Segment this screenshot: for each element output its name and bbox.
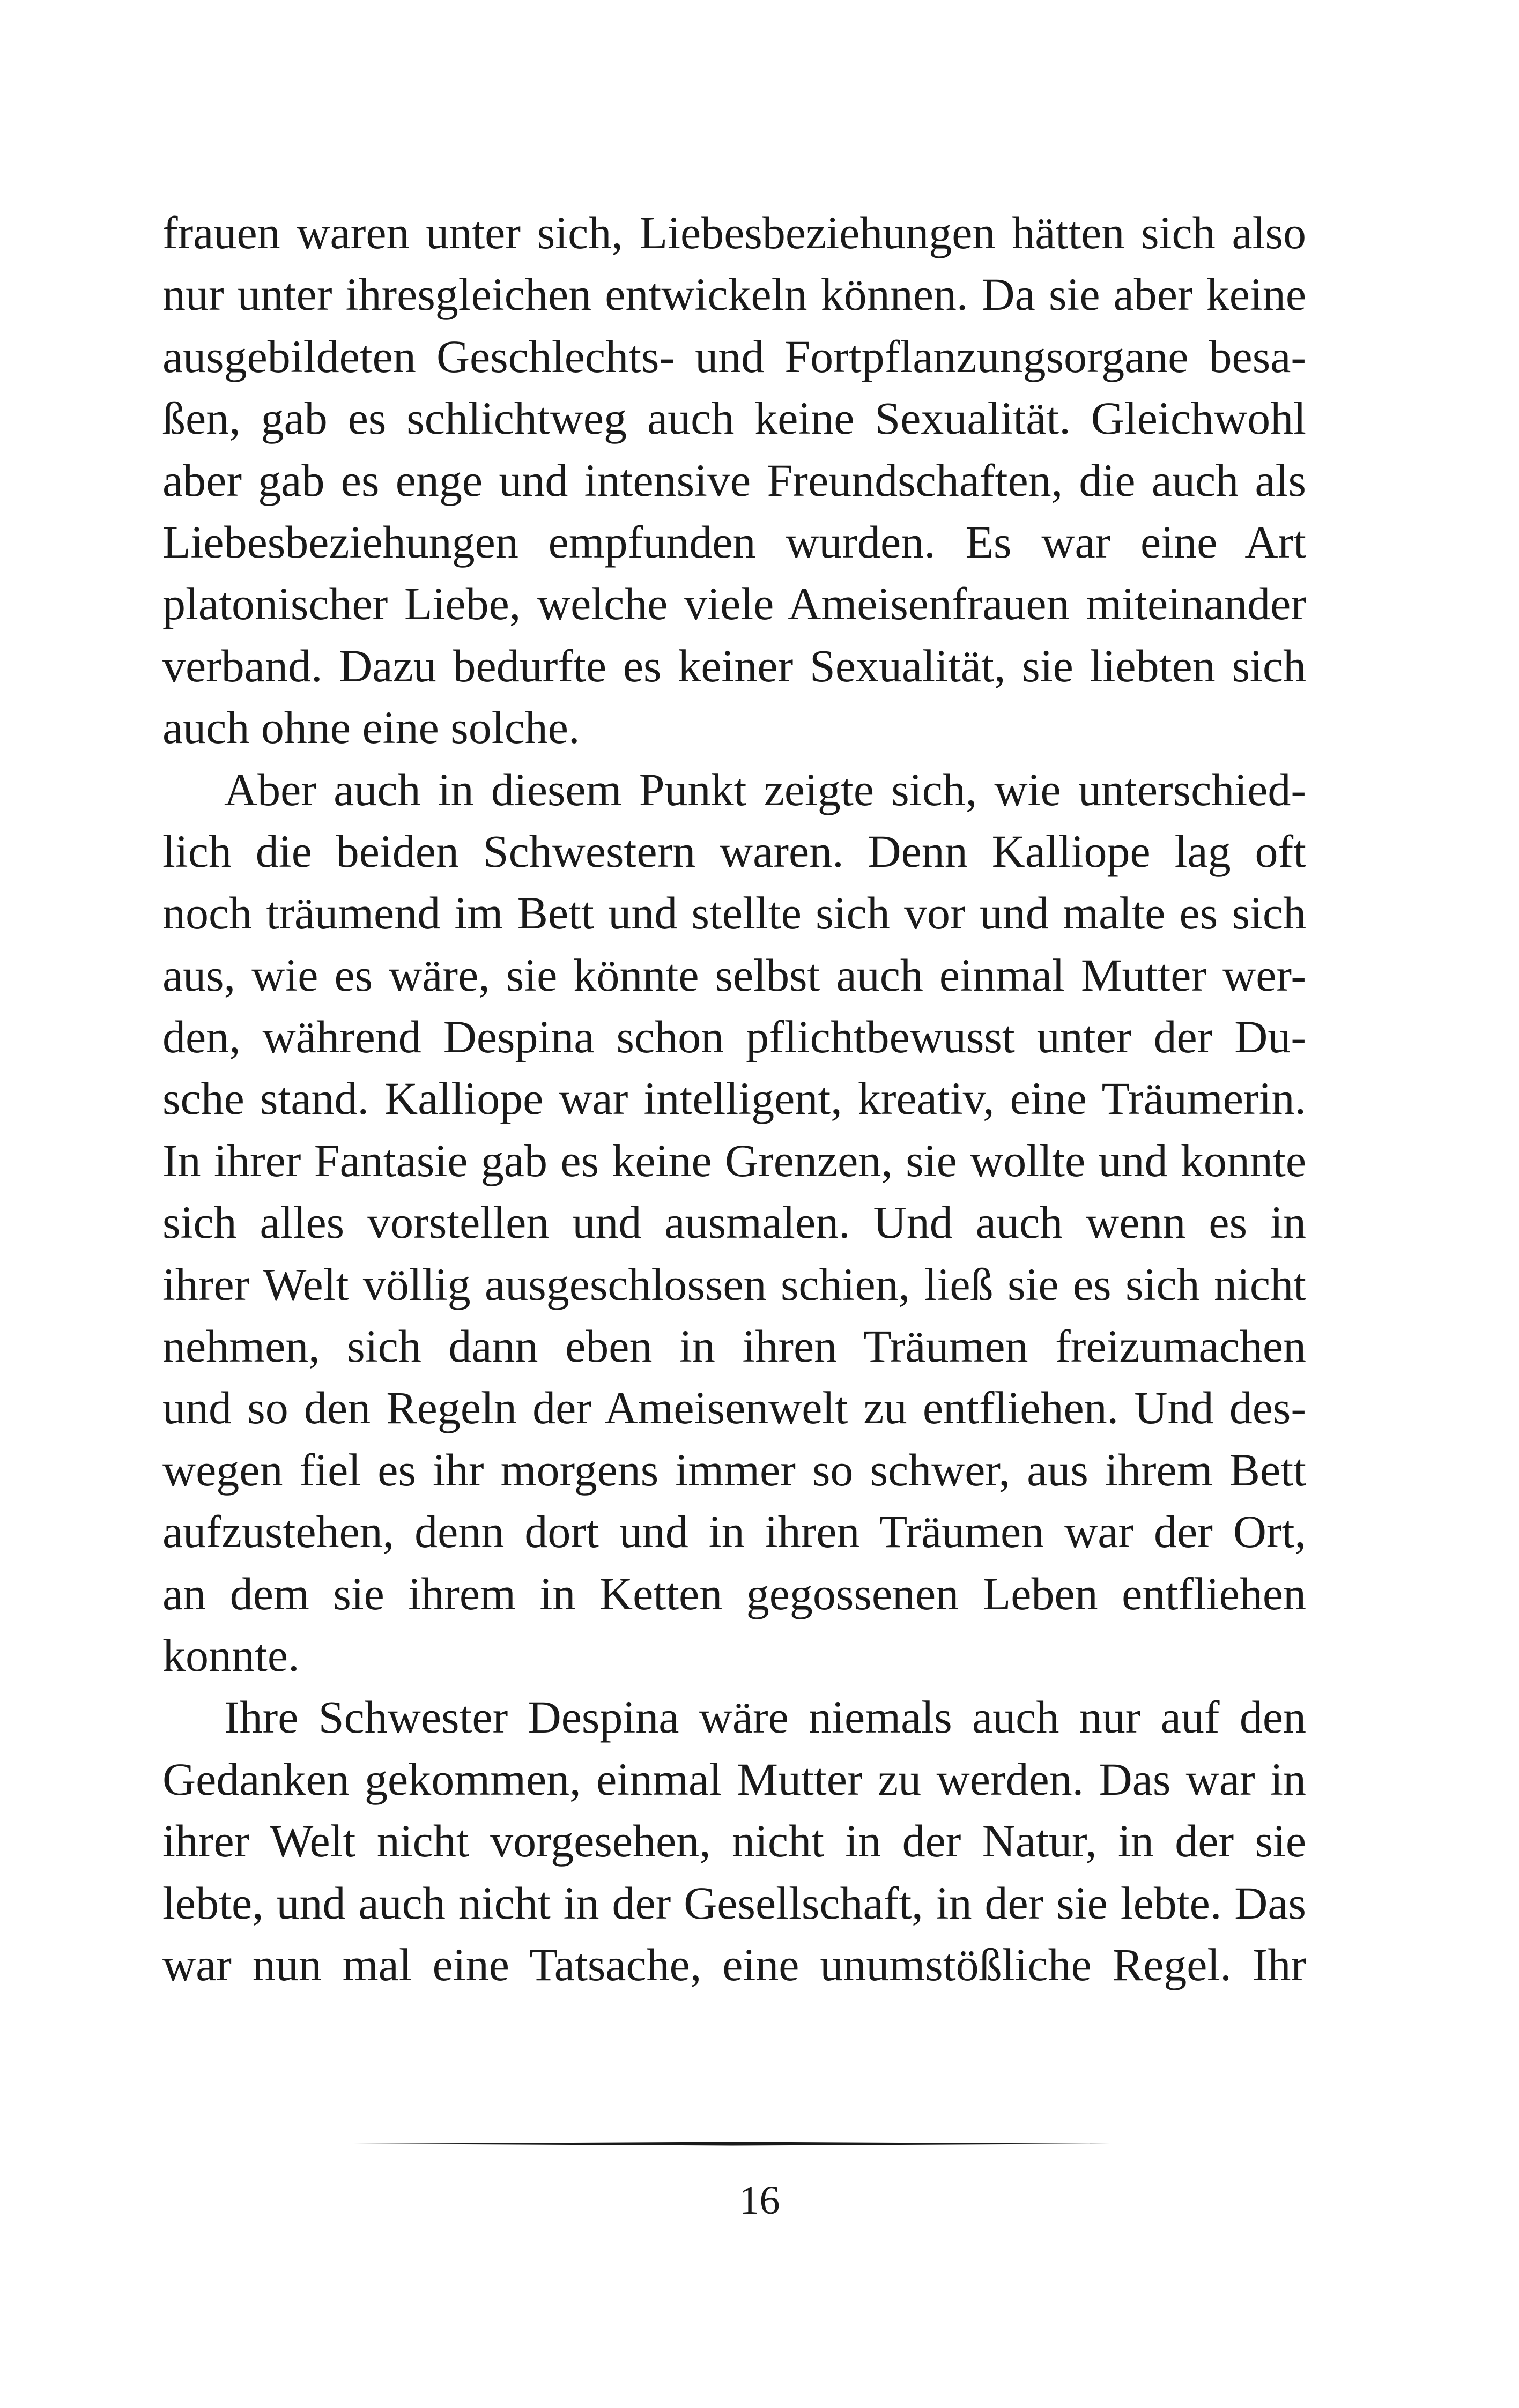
text-line: war nun mal eine Tatsache, eine unumstößliche Regel. Ihr: [162, 1938, 1306, 1990]
text-line: konnte.: [162, 1629, 300, 1681]
text-line: noch träumend im Bett und stellte sich vor und malte es sich: [162, 887, 1306, 939]
footer-divider: [354, 2142, 1110, 2146]
text-line: aufzustehen, denn dort und in ihren Träumen war der Ort,: [162, 1506, 1306, 1558]
page-number: 16: [739, 2178, 780, 2223]
body-text: [162, 202, 1306, 1996]
text-line: aus, wie es wäre, sie könnte selbst auch einmal Mutter wer-: [162, 949, 1306, 1001]
text-line: sich alles vorstellen und ausmalen. Und auch wenn es in: [162, 1196, 1306, 1248]
text-line: ihrer Welt völlig ausgeschlossen schien, ließ sie es sich nicht: [162, 1258, 1306, 1310]
text-line: an dem sie ihrem in Ketten gegossenen Leben entfliehen: [162, 1567, 1306, 1619]
text-line: und so den Regeln der Ameisenwelt zu entfliehen. Und des-: [162, 1382, 1306, 1434]
text-line: Gedanken gekommen, einmal Mutter zu werden. Das war in: [162, 1753, 1306, 1805]
text-line: wegen fiel es ihr morgens immer so schwer, aus ihrem Bett: [162, 1444, 1306, 1496]
text-line: Aber auch in diesem Punkt zeigte sich, wie unterschied-: [224, 763, 1306, 815]
text-line: lich die beiden Schwestern waren. Denn Kalliope lag oft: [162, 825, 1306, 877]
text-line: den, während Despina schon pflichtbewusst unter der Du-: [162, 1011, 1306, 1063]
text-line: nur unter ihresgleichen entwickeln können. Da sie aber keine: [162, 269, 1306, 321]
text-line: nehmen, sich dann eben in ihren Träumen freizumachen: [162, 1320, 1306, 1372]
text-line: verband. Dazu bedurfte es keiner Sexualität, sie liebten sich: [162, 640, 1306, 692]
text-line: ihrer Welt nicht vorgesehen, nicht in der Natur, in der sie: [162, 1815, 1306, 1867]
divider-line-icon: [354, 2142, 1110, 2146]
text-line: frauen waren unter sich, Liebesbeziehungen hätten sich also: [162, 207, 1306, 258]
text-line: lebte, und auch nicht in der Gesellschaft, in der sie lebte. Das: [162, 1877, 1306, 1929]
text-line: ßen, gab es schlichtweg auch keine Sexualität. Gleichwohl: [162, 392, 1306, 444]
text-line: auch ohne eine solche.: [162, 702, 580, 754]
text-line: Ihre Schwester Despina wäre niemals auch nur auf den: [224, 1691, 1306, 1743]
text-line: aber gab es enge und intensive Freundschaften, die auch als: [162, 454, 1306, 506]
text-line: platonischer Liebe, welche viele Ameisenfrauen miteinander: [162, 578, 1306, 630]
text-line: sche stand. Kalliope war intelligent, kreativ, eine Träumerin.: [162, 1073, 1306, 1125]
text-line: In ihrer Fantasie gab es keine Grenzen, sie wollte und konnte: [162, 1134, 1306, 1186]
text-line: Liebesbeziehungen empfunden wurden. Es war eine Art: [162, 516, 1306, 568]
text-line: ausgebildeten Geschlechts- und Fortpflanzungsorgane besa-: [162, 330, 1306, 382]
